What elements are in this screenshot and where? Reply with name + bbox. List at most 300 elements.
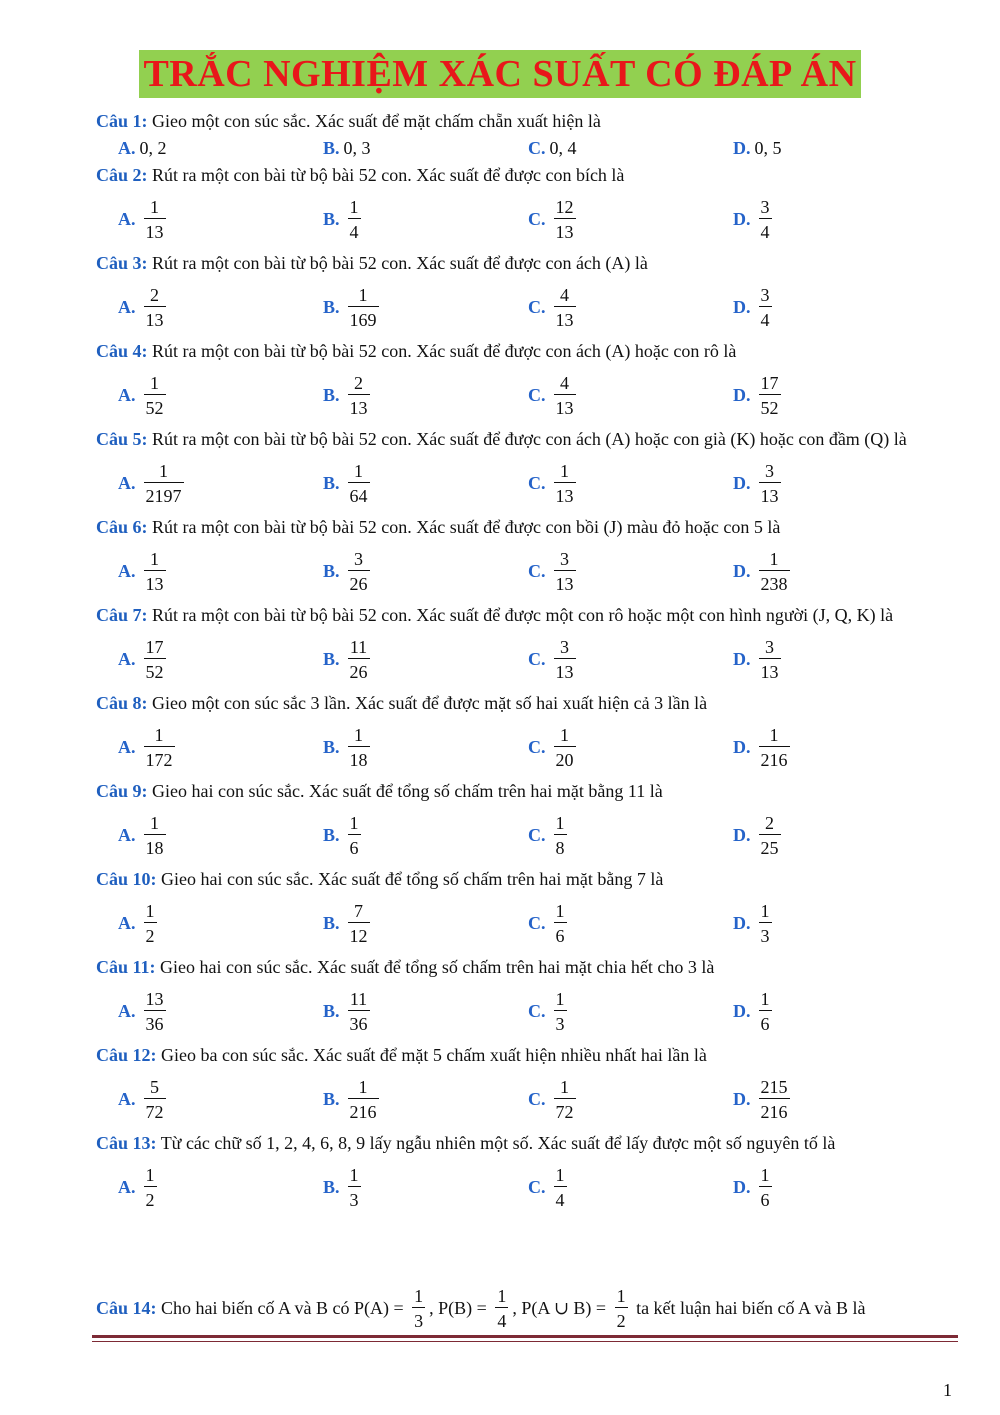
answer-option-a[interactable] (118, 724, 323, 771)
question-stem (96, 1130, 958, 1156)
fraction-numerator: 1 (760, 988, 770, 1009)
fraction-numerator: 1 (358, 284, 368, 305)
option-letter: C. (528, 384, 546, 405)
answer-option-c[interactable] (528, 284, 733, 331)
answer-option-d[interactable] (733, 548, 938, 595)
fraction-numerator: 3 (560, 636, 569, 657)
fraction-denominator: 26 (348, 570, 370, 595)
question-stem (96, 690, 958, 716)
fraction-numerator: 1 (760, 1164, 770, 1185)
question-stem (96, 778, 958, 804)
question-12 (96, 1042, 958, 1130)
option-letter: A. (118, 736, 136, 757)
option-letter: C. (528, 648, 546, 669)
answer-options (118, 980, 958, 1042)
question-text: Rút ra một con bài từ bộ bài 52 con. Xác suất để được con ách (A) hoặc con già (K) hoặc con đầm (Q) là (147, 429, 907, 449)
answer-option-a[interactable] (118, 196, 323, 243)
answer-options (118, 364, 958, 426)
question-label: Câu 9: (96, 781, 148, 801)
question-6 (96, 514, 958, 602)
option-fraction (755, 812, 785, 859)
option-fraction (344, 284, 383, 331)
answer-option-a[interactable] (118, 372, 323, 419)
option-letter: A. (118, 137, 136, 158)
question-5 (96, 426, 958, 514)
option-letter: A. (118, 560, 136, 581)
question-text: Gieo hai con súc sắc. Xác suất để tổng số chấm trên hai mặt bằng 11 là (147, 781, 663, 801)
answer-option-a[interactable] (118, 812, 323, 859)
fraction-denominator: 6 (348, 834, 361, 859)
option-fraction (140, 900, 161, 947)
prob-union-label: , P(A ∪ B) = (512, 1297, 611, 1318)
option-fraction (550, 724, 580, 771)
option-value: 0, 2 (139, 137, 167, 158)
fraction-numerator: 12 (555, 196, 574, 217)
answer-option-d[interactable] (733, 372, 938, 419)
fraction-denominator: 25 (759, 834, 781, 859)
option-fraction (140, 196, 170, 243)
question-13 (96, 1130, 958, 1218)
answer-option-a[interactable] (118, 1164, 323, 1211)
answer-option-c[interactable] (528, 548, 733, 595)
option-fraction (140, 1164, 161, 1211)
question-11 (96, 954, 958, 1042)
answer-option-c[interactable] (528, 724, 733, 771)
option-letter: B. (323, 736, 340, 757)
option-letter: B. (323, 137, 340, 158)
answer-option-a[interactable] (118, 460, 323, 507)
answer-options (118, 1156, 958, 1218)
question-text: Rút ra một con bài từ bộ bài 52 con. Xác suất để được con ách (A) là (147, 253, 648, 273)
fraction-numerator: 1 (560, 460, 569, 481)
fraction-denominator: 13 (144, 218, 166, 243)
option-letter: D. (733, 648, 751, 669)
fraction-denominator: 4 (554, 1186, 567, 1211)
option-fraction (140, 1076, 170, 1123)
option-value: 0, 4 (549, 137, 577, 158)
answer-option-c[interactable] (528, 988, 733, 1035)
fraction-numerator: 5 (150, 1076, 159, 1097)
fraction-numerator: 1 (555, 900, 565, 921)
prob-b-label: , P(B) = (429, 1297, 492, 1318)
question-text: Gieo hai con súc sắc. Xác suất để tổng số chấm trên hai mặt bằng 7 là (156, 869, 664, 889)
fraction-denominator: 4 (495, 1307, 508, 1332)
option-letter: D. (733, 824, 751, 845)
question-text: Gieo hai con súc sắc. Xác suất để tổng số chấm trên hai mặt chia hết cho 3 là (155, 957, 715, 977)
option-fraction (550, 1164, 571, 1211)
answer-option-d[interactable] (733, 196, 938, 243)
question-label: Câu 13: (96, 1133, 157, 1153)
option-letter: A. (118, 296, 136, 317)
question-text: Rút ra một con bài từ bộ bài 52 con. Xác suất để được con bồi (J) màu đỏ hoặc con 5 là (147, 517, 781, 537)
answer-options (118, 540, 958, 602)
option-letter: B. (323, 296, 340, 317)
question-label: Câu 10: (96, 869, 157, 889)
option-letter: C. (528, 1176, 546, 1197)
option-letter: D. (733, 912, 751, 933)
option-letter: C. (528, 208, 546, 229)
option-letter: C. (528, 912, 546, 933)
answer-option-c[interactable] (528, 460, 733, 507)
option-letter: A. (118, 472, 136, 493)
fraction-denominator: 72 (554, 1098, 576, 1123)
question-label: Câu 5: (96, 429, 148, 449)
question-7 (96, 602, 958, 690)
question-label: Câu 14: (96, 1297, 157, 1318)
prob-union-fraction (611, 1285, 632, 1332)
question-3 (96, 250, 958, 338)
answer-option-b[interactable] (323, 372, 528, 419)
fraction-numerator: 1 (349, 1164, 359, 1185)
answer-option-d[interactable] (733, 724, 938, 771)
fraction-denominator: 13 (554, 306, 576, 331)
option-fraction (344, 636, 374, 683)
option-fraction (140, 372, 170, 419)
option-letter: B. (323, 912, 340, 933)
fraction-denominator: 169 (348, 306, 379, 331)
option-letter: D. (733, 208, 751, 229)
fraction-denominator: 13 (554, 394, 576, 419)
question-stem (96, 108, 958, 134)
question-text: Gieo một con súc sắc 3 lần. Xác suất để được mặt số hai xuất hiện cả 3 lần là (147, 693, 708, 713)
question-text: Từ các chữ số 1, 2, 4, 6, 8, 9 lấy ngẫu nhiên một số. Xác suất để lấy được một số nguyên tố là (156, 1133, 836, 1153)
option-fraction (140, 460, 188, 507)
option-letter: B. (323, 208, 340, 229)
fraction-denominator: 216 (348, 1098, 379, 1123)
answer-options (118, 716, 958, 778)
option-fraction (755, 988, 776, 1035)
option-letter: D. (733, 384, 751, 405)
answer-option-c[interactable] (528, 372, 733, 419)
fraction-numerator: 1 (358, 1076, 368, 1097)
answer-option-c[interactable] (528, 196, 733, 243)
fraction-numerator: 4 (560, 372, 569, 393)
fraction-numerator: 11 (349, 636, 368, 657)
fraction-numerator: 1 (349, 812, 359, 833)
question-text: Gieo một con súc sắc. Xác suất để mặt chấm chẵn xuất hiện là (147, 111, 601, 131)
question-text: Rút ra một con bài từ bộ bài 52 con. Xác suất để được con ách (A) hoặc con rô là (147, 341, 737, 361)
fraction-denominator: 52 (759, 394, 781, 419)
option-letter: D. (733, 560, 751, 581)
fraction-denominator: 2 (144, 922, 157, 947)
option-fraction (344, 724, 374, 771)
page-number: 1 (943, 1380, 952, 1400)
option-fraction (140, 284, 170, 331)
fraction-denominator: 238 (759, 570, 790, 595)
answer-option-c[interactable] (528, 138, 733, 159)
fraction-numerator: 1 (354, 460, 364, 481)
fraction-denominator: 4 (759, 218, 772, 243)
answer-option-b[interactable] (323, 636, 528, 683)
question-stem (96, 338, 958, 364)
question-stem (96, 866, 958, 892)
option-letter: B. (323, 648, 340, 669)
fraction-numerator: 1 (555, 812, 565, 833)
option-letter: C. (528, 560, 546, 581)
option-letter: A. (118, 208, 136, 229)
answer-option-b[interactable] (323, 812, 528, 859)
fraction-denominator: 2 (615, 1307, 628, 1332)
question-stem (96, 1042, 958, 1068)
fraction-denominator: 13 (554, 218, 576, 243)
option-fraction (755, 284, 776, 331)
fraction-numerator: 1 (497, 1285, 507, 1306)
option-fraction (550, 460, 580, 507)
fraction-numerator: 1 (616, 1285, 626, 1306)
answer-option-d[interactable] (733, 284, 938, 331)
option-letter: C. (528, 736, 546, 757)
option-letter: C. (528, 1000, 546, 1021)
footer-rule-thin (92, 1341, 958, 1342)
option-fraction (140, 636, 170, 683)
option-value: 0, 3 (343, 137, 371, 158)
option-letter: B. (323, 824, 340, 845)
option-fraction (550, 812, 571, 859)
fraction-numerator: 1 (555, 1164, 565, 1185)
fraction-numerator: 1 (760, 900, 770, 921)
question-stem (96, 954, 958, 980)
option-fraction (550, 372, 580, 419)
option-letter: A. (118, 912, 136, 933)
option-fraction (140, 812, 170, 859)
option-letter: C. (528, 137, 546, 158)
question-text: Rút ra một con bài từ bộ bài 52 con. Xác suất để được con bích là (147, 165, 625, 185)
answer-option-d[interactable] (733, 460, 938, 507)
fraction-denominator: 216 (759, 1098, 790, 1123)
fraction-denominator: 36 (144, 1010, 166, 1035)
question-label: Câu 8: (96, 693, 148, 713)
fraction-denominator: 3 (348, 1186, 361, 1211)
prob-b-fraction (491, 1285, 512, 1332)
fraction-numerator: 1 (560, 1076, 569, 1097)
option-letter: B. (323, 1176, 340, 1197)
fraction-numerator: 13 (145, 988, 164, 1009)
fraction-denominator: 8 (554, 834, 567, 859)
option-letter: D. (733, 472, 751, 493)
option-letter: A. (118, 1000, 136, 1021)
fraction-numerator: 1 (150, 196, 159, 217)
answer-option-d[interactable] (733, 988, 938, 1035)
fraction-numerator: 1 (150, 548, 159, 569)
fraction-numerator: 1 (145, 900, 155, 921)
option-letter: B. (323, 1000, 340, 1021)
question-label: Câu 7: (96, 605, 148, 625)
option-fraction (755, 548, 794, 595)
fraction-denominator: 3 (554, 1010, 567, 1035)
option-fraction (550, 1076, 580, 1123)
question-9 (96, 778, 958, 866)
option-fraction (344, 1164, 365, 1211)
fraction-numerator: 4 (560, 284, 569, 305)
option-fraction (550, 284, 580, 331)
page-title: TRẮC NGHIỆM XÁC SUẤT CÓ ĐÁP ÁN (139, 50, 860, 98)
answer-option-c[interactable] (528, 636, 733, 683)
option-letter: C. (528, 824, 546, 845)
option-fraction (755, 1164, 776, 1211)
option-letter: D. (733, 736, 751, 757)
fraction-denominator: 6 (554, 922, 567, 947)
question-stem (96, 250, 958, 276)
fraction-denominator: 172 (144, 746, 175, 771)
prob-a-fraction (408, 1285, 429, 1332)
answer-option-b[interactable] (323, 284, 528, 331)
fraction-denominator: 4 (348, 218, 361, 243)
answer-option-b[interactable] (323, 548, 528, 595)
option-letter: D. (733, 1000, 751, 1021)
fraction-numerator: 1 (414, 1285, 424, 1306)
answer-option-a[interactable] (118, 548, 323, 595)
answer-option-c[interactable] (528, 812, 733, 859)
answer-options (118, 804, 958, 866)
option-fraction (755, 900, 776, 947)
fraction-denominator: 216 (759, 746, 790, 771)
fraction-numerator: 3 (765, 460, 774, 481)
fraction-denominator: 52 (144, 394, 166, 419)
answer-option-b[interactable] (323, 724, 528, 771)
fraction-numerator: 1 (159, 460, 168, 481)
fraction-numerator: 1 (150, 812, 159, 833)
prob-a-label: P(A) = (354, 1297, 409, 1318)
option-fraction (550, 548, 580, 595)
option-letter: C. (528, 296, 546, 317)
answer-options (118, 452, 958, 514)
option-letter: D. (733, 1088, 751, 1109)
answer-option-b[interactable] (323, 1076, 528, 1123)
answer-option-b[interactable] (323, 460, 528, 507)
question-text: Gieo ba con súc sắc. Xác suất để mặt 5 chấm xuất hiện nhiều nhất hai lần là (156, 1045, 707, 1065)
answer-option-b[interactable] (323, 900, 528, 947)
answer-options (118, 134, 958, 162)
answer-option-a[interactable] (118, 1076, 323, 1123)
option-letter: D. (733, 296, 751, 317)
question-label: Câu 12: (96, 1045, 157, 1065)
fraction-denominator: 36 (348, 1010, 370, 1035)
fraction-numerator: 215 (760, 1076, 788, 1097)
answer-option-a[interactable] (118, 636, 323, 683)
answer-options (118, 188, 958, 250)
fraction-numerator: 1 (555, 988, 565, 1009)
fraction-denominator: 6 (759, 1010, 772, 1035)
option-fraction (755, 1076, 794, 1123)
answer-option-d[interactable] (733, 1164, 938, 1211)
option-fraction (344, 900, 374, 947)
fraction-numerator: 11 (349, 988, 368, 1009)
answer-option-d[interactable] (733, 1076, 938, 1123)
answer-option-d[interactable] (733, 138, 938, 159)
fraction-numerator: 1 (560, 724, 569, 745)
answer-option-b[interactable] (323, 196, 528, 243)
question-text-end: ta kết luận hai biến cố A và B là (631, 1297, 866, 1318)
fraction-denominator: 52 (144, 658, 166, 683)
answer-option-b[interactable] (323, 1164, 528, 1211)
option-fraction (344, 988, 374, 1035)
answer-option-d[interactable] (733, 900, 938, 947)
fraction-numerator: 3 (765, 636, 774, 657)
answer-option-d[interactable] (733, 636, 938, 683)
fraction-numerator: 1 (769, 548, 779, 569)
question-text: Cho hai biến cố A và B có (156, 1297, 354, 1318)
fraction-numerator: 2 (354, 372, 364, 393)
option-value: 0, 5 (754, 137, 782, 158)
answer-option-a[interactable] (118, 138, 323, 159)
fraction-denominator: 3 (759, 922, 772, 947)
option-fraction (755, 196, 776, 243)
answer-option-c[interactable] (528, 1076, 733, 1123)
fraction-denominator: 13 (348, 394, 370, 419)
fraction-denominator: 64 (348, 482, 370, 507)
question-text: Rút ra một con bài từ bộ bài 52 con. Xác suất để được một con rô hoặc một con hình người (J, Q, K) là (147, 605, 894, 625)
fraction-numerator: 1 (349, 196, 359, 217)
question-list (96, 108, 958, 1218)
fraction-numerator: 1 (154, 724, 164, 745)
option-letter: A. (118, 648, 136, 669)
option-fraction (140, 548, 170, 595)
question-label: Câu 1: (96, 111, 148, 131)
question-label: Câu 4: (96, 341, 148, 361)
answer-option-c[interactable] (528, 900, 733, 947)
question-label: Câu 6: (96, 517, 148, 537)
answer-option-c[interactable] (528, 1164, 733, 1211)
fraction-denominator: 20 (554, 746, 576, 771)
option-fraction (550, 196, 580, 243)
question-10 (96, 866, 958, 954)
fraction-denominator: 13 (144, 570, 166, 595)
fraction-numerator: 1 (145, 1164, 155, 1185)
question-stem (96, 426, 958, 452)
option-fraction (344, 1076, 383, 1123)
option-letter: B. (323, 384, 340, 405)
question-label: Câu 11: (96, 957, 156, 977)
question-label: Câu 3: (96, 253, 148, 273)
fraction-numerator: 2 (150, 284, 159, 305)
option-fraction (344, 460, 374, 507)
option-fraction (140, 988, 170, 1035)
question-14 (96, 1275, 958, 1341)
option-letter: A. (118, 1176, 136, 1197)
answer-option-b[interactable] (323, 988, 528, 1035)
fraction-denominator: 18 (144, 834, 166, 859)
fraction-denominator: 26 (348, 658, 370, 683)
fraction-numerator: 7 (354, 900, 364, 921)
option-fraction (755, 636, 785, 683)
fraction-numerator: 2 (765, 812, 774, 833)
fraction-denominator: 13 (759, 482, 781, 507)
answer-option-a[interactable] (118, 900, 323, 947)
answer-option-b[interactable] (323, 138, 528, 159)
question-14-stem (96, 1275, 958, 1341)
answer-option-a[interactable] (118, 284, 323, 331)
option-letter: A. (118, 1088, 136, 1109)
answer-options (118, 1068, 958, 1130)
title-wrap (0, 50, 1000, 98)
option-letter: A. (118, 824, 136, 845)
fraction-denominator: 12 (348, 922, 370, 947)
option-letter: D. (733, 137, 751, 158)
option-letter: B. (323, 472, 340, 493)
fraction-denominator: 13 (144, 306, 166, 331)
option-fraction (344, 812, 365, 859)
answer-option-a[interactable] (118, 988, 323, 1035)
answer-option-d[interactable] (733, 812, 938, 859)
option-letter: A. (118, 384, 136, 405)
option-letter: B. (323, 560, 340, 581)
question-stem (96, 162, 958, 188)
fraction-numerator: 3 (560, 548, 569, 569)
fraction-denominator: 13 (554, 482, 576, 507)
fraction-denominator: 13 (554, 658, 576, 683)
option-fraction (344, 372, 374, 419)
fraction-numerator: 1 (150, 372, 159, 393)
